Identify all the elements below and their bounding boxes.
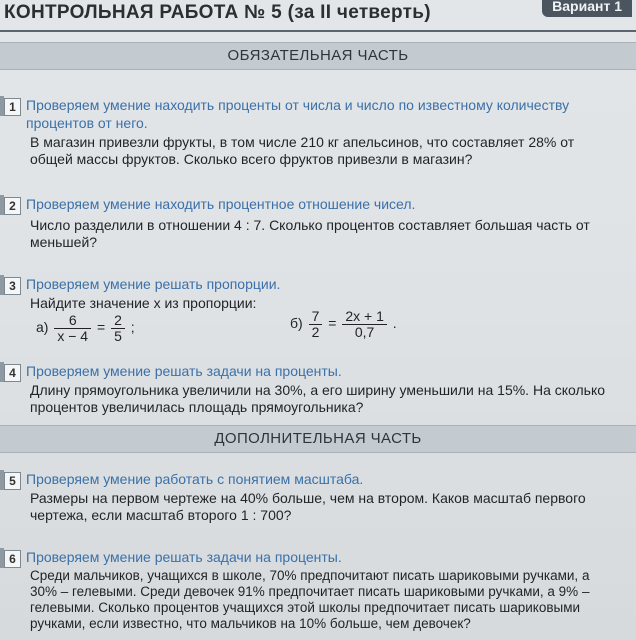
task-text: Длину прямоугольника увеличили на 30%, а его ширину уменьшили на 15%. На сколько процентов увеличилась площадь прямоугольника?: [30, 382, 606, 415]
equation-label: б): [290, 315, 303, 332]
section-additional-title: ДОПОЛНИТЕЛЬНАЯ ЧАСТЬ: [214, 430, 422, 447]
task-number: 3: [4, 277, 21, 295]
header-bar: [0, 0, 636, 32]
task-skill-title: Проверяем умение находить процентное отношение чисел.: [26, 196, 416, 212]
task-number: 4: [4, 364, 21, 382]
fraction: [342, 309, 387, 340]
numerator: 2x + 1: [342, 309, 387, 325]
equation-a: [36, 313, 135, 344]
task-4: [0, 362, 630, 417]
variant-badge: Вариант 1: [542, 0, 632, 17]
section-additional-band: [0, 425, 636, 453]
denominator: 5: [114, 328, 122, 344]
task-text: Размеры на первом чертеже на 40% больше, чем на втором. Каков масштаб первого чертежа, если масштаб второго 1 : 700?: [30, 490, 586, 523]
task-3: [0, 275, 630, 355]
task-text: Число разделили в отношении 4 : 7. Сколько процентов составляет большая часть от меньшей?: [30, 217, 590, 250]
denominator: 0,7: [354, 324, 375, 340]
fraction: [111, 313, 125, 344]
equation-b: [290, 309, 397, 340]
task-number: 6: [4, 550, 21, 568]
denominator: x − 4: [57, 328, 89, 344]
task-skill-title: Проверяем умение решать пропорции.: [26, 276, 281, 292]
task-1: [0, 96, 630, 166]
task-text: Среди мальчиков, учащихся в школе, 70% предпочитают писать шариковыми ручками, а 30% – гелевыми. Среди девочек 91% предпочитает писать шариковыми ручками, а 9% – гелевыми. Сколько процентов учащихся этой школы предпочитает писать шариковыми ручками, если известно, что мальчиков на 10% больше, чем девочек?: [30, 568, 590, 631]
task-skill-title: Проверяем умение находить проценты от числа и число по известному количеству процентов от него.: [26, 97, 570, 131]
worksheet-title: КОНТРОЛЬНАЯ РАБОТА № 5 (за II четверть): [4, 2, 431, 23]
section-required-title: ОБЯЗАТЕЛЬНАЯ ЧАСТЬ: [227, 47, 409, 64]
fraction: [54, 313, 91, 344]
numerator: 7: [309, 309, 323, 325]
section-required-band: [0, 42, 636, 70]
task-2: [0, 195, 630, 255]
task-number: 1: [4, 98, 21, 116]
fraction: [309, 309, 323, 340]
task-text: Найдите значение x из пропорции:: [30, 295, 257, 311]
equation-end: .: [392, 315, 397, 332]
equation-end: ;: [130, 319, 135, 336]
equals-sign: =: [328, 315, 337, 332]
task-skill-title: Проверяем умение решать задачи на проценты.: [26, 363, 342, 379]
task-skill-title: Проверяем умение решать задачи на проценты.: [26, 549, 342, 565]
equals-sign: =: [96, 319, 106, 336]
numerator: 2: [111, 313, 125, 329]
denominator: 2: [311, 324, 320, 340]
task-5: [0, 470, 630, 528]
numerator: 6: [54, 313, 91, 329]
task-number: 5: [4, 472, 21, 490]
task-text: В магазин привезли фрукты, в том числе 210 кг апельсинов, что составляет 28% от общей массы фруктов. Сколько всего фруктов привезли в магазин?: [30, 134, 575, 167]
task-number: 2: [4, 197, 21, 215]
equation-label: а): [36, 319, 49, 336]
task-6: [0, 548, 630, 640]
task-skill-title: Проверяем умение работать с понятием масштаба.: [26, 471, 364, 487]
